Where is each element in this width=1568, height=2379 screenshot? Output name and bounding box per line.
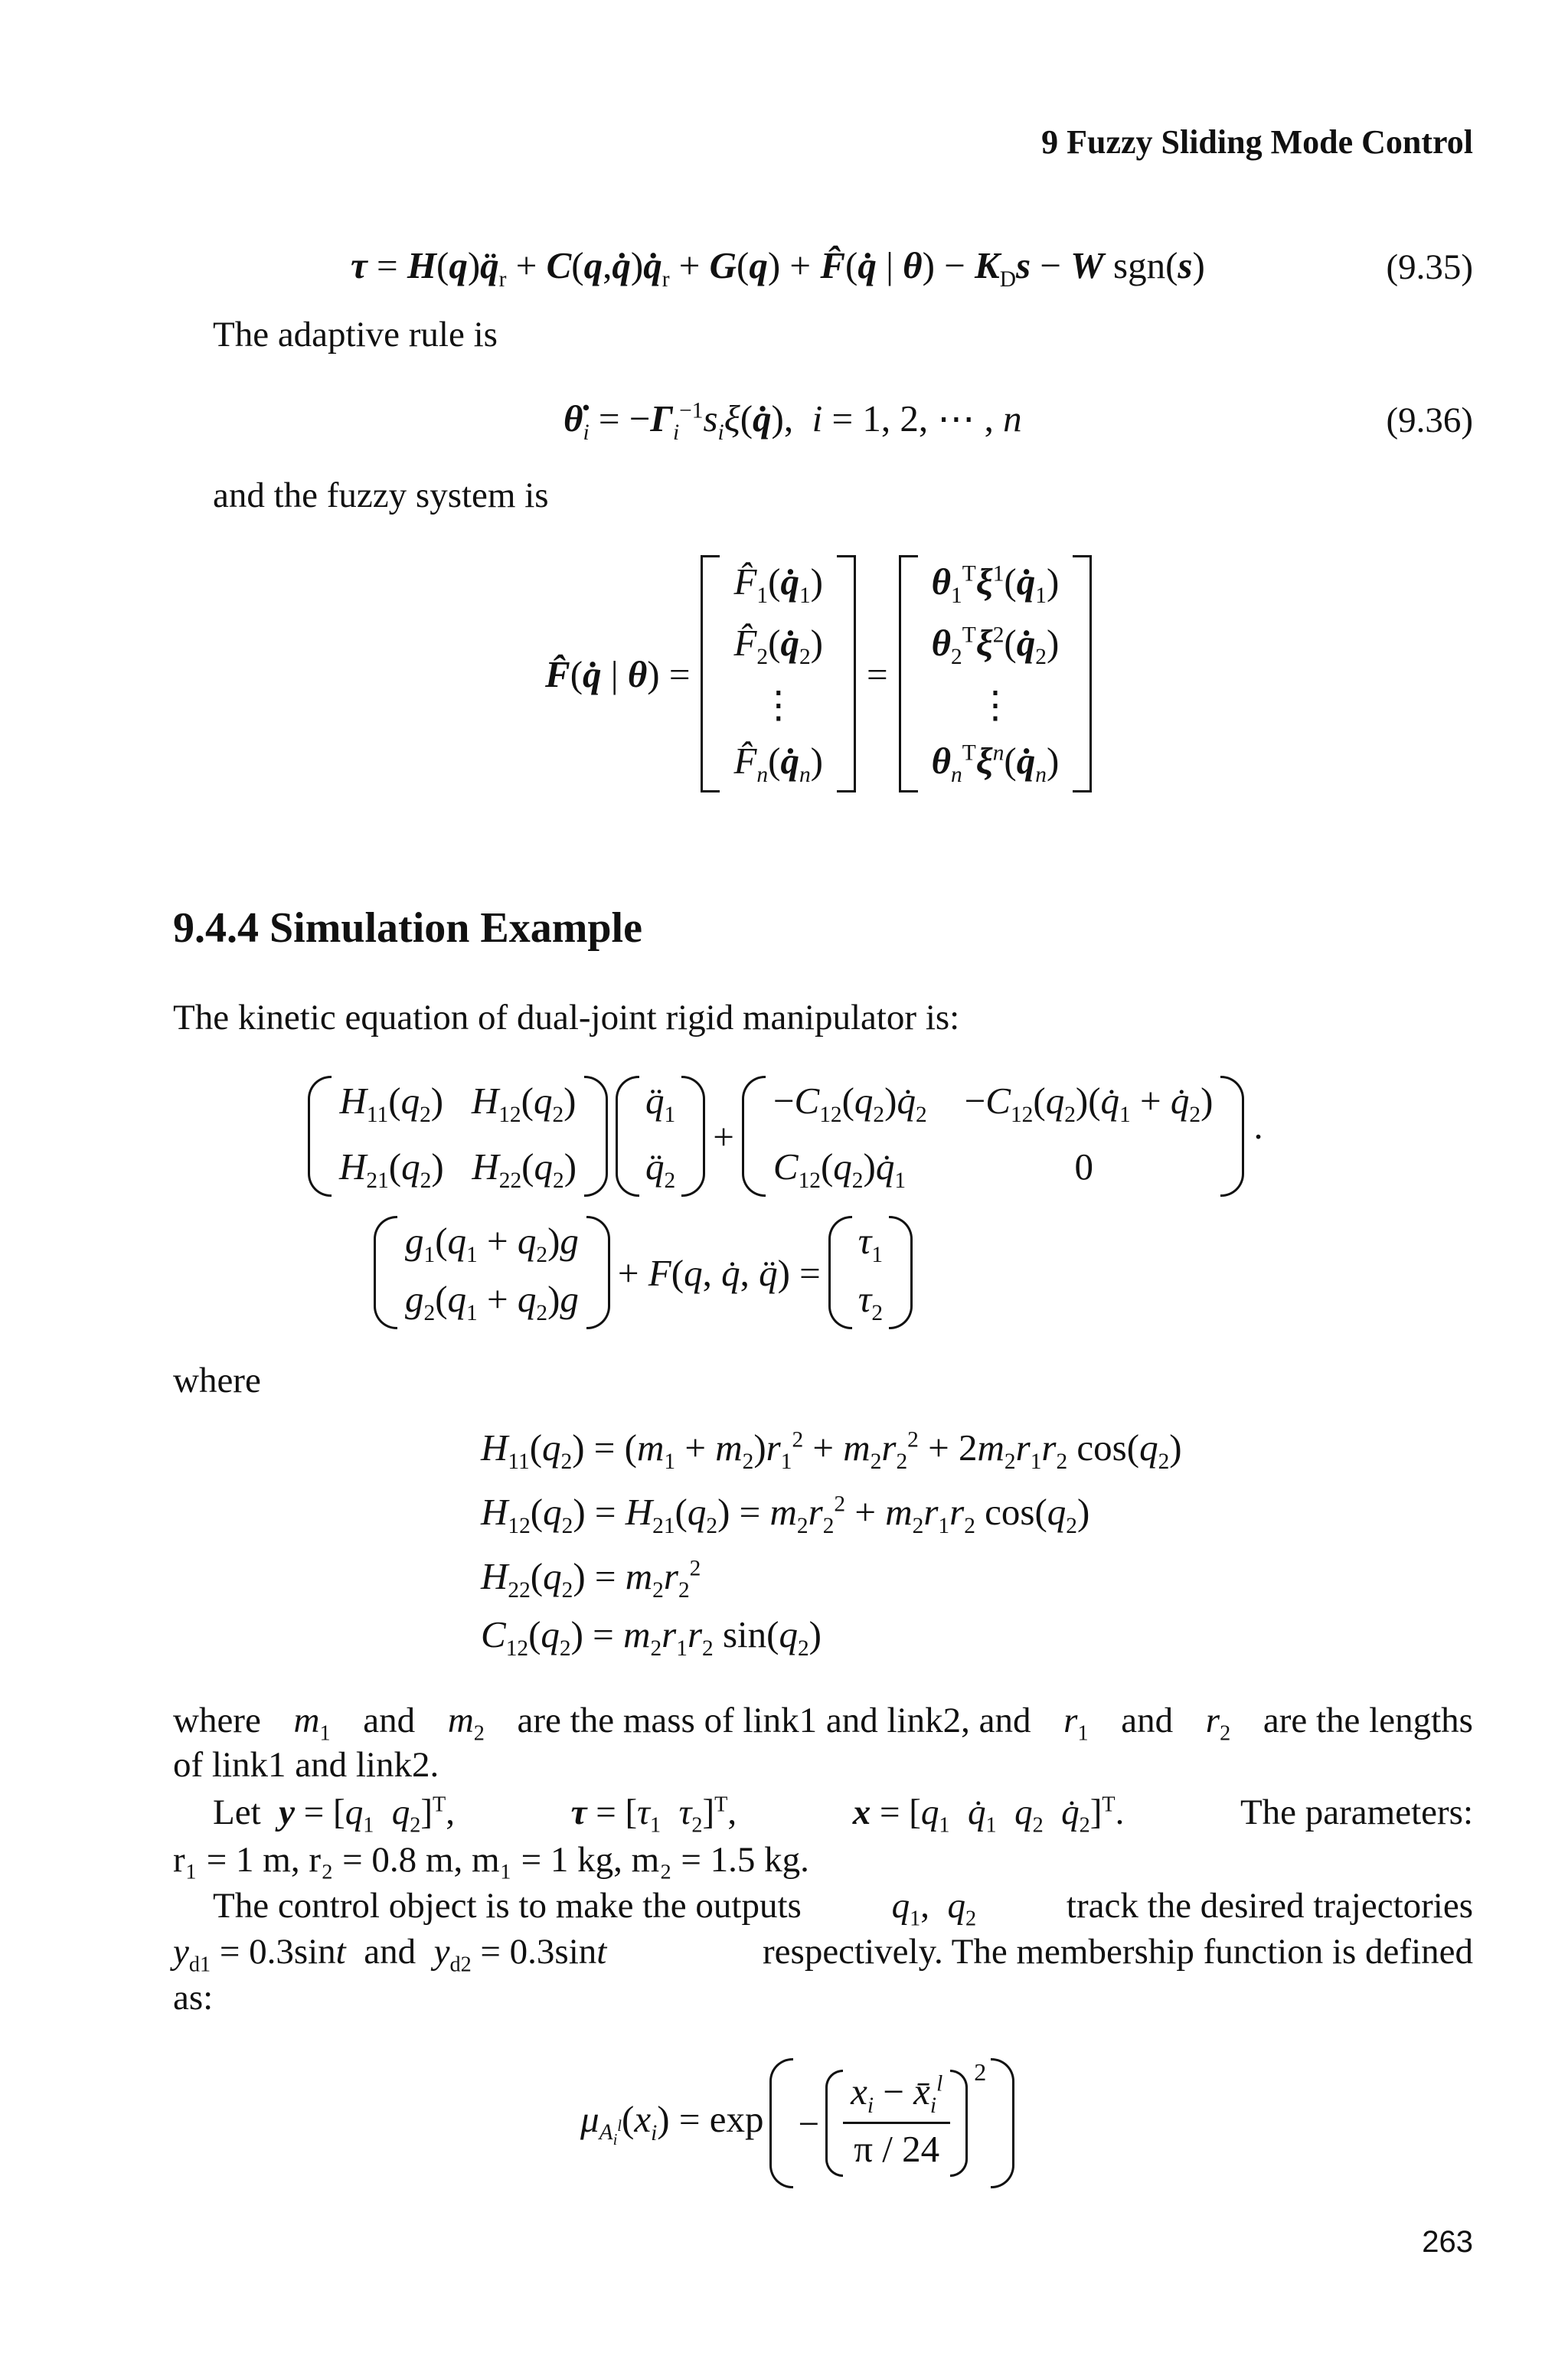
definition-h12: $H_{12}(q_2) = H_{21}(q_2) = m_2r_2^2 + m_2r_1r_2$ $\cos(q_2)$ [481,1491,1090,1538]
paragraph: of link1 and link2. [173,1745,439,1785]
paragraph: where $m_1$ and $m_2$ are the mass of link1 and link2, and $r_1$ and $r_2$ are the lengths [173,1701,1473,1746]
parameters-line: r₁ = 1 m, r₂ = 0.8 m, m₁ = 1 kg, m₂ = 1.5 kg. [173,1840,809,1880]
paragraph: The control object is to make the outputs $q_1$, $q_2$ track the desired trajectories [213,1886,1473,1931]
fuzzy-system-equation: F̂(q̇ | θ) = $F̂_1(q̇_1)$ $F̂_2(q̇_2)$ ⋮ $F̂_n(q̇_n)$ = $\theta_1^T\xi^1(q̇_1)$ $\theta_2^T\xi^2(q̇_2)$ ⋮ $\theta_n^T\xi^n(q̇_n)$ [545,555,1092,792]
definition-h22: $H_{22}(q_2) = m_2r_2^2$ [481,1555,701,1603]
paragraph: and the fuzzy system is [213,475,549,515]
paragraph: where [173,1361,261,1400]
equation-number: (9.36) [1386,400,1473,440]
equation-number: (9.35) [1386,247,1473,287]
membership-function: $\mu_{A_i^l}(x_i) = \exp$ − $\frac{x_i - x̄_i^l}{\pi / 24}$ $^2$ [580,2058,1014,2188]
definition-h11: $H_{11}(q_2) = (m_1 + m_2)r_1^2 + m_2r_2^2 + 2m_2r_1r_2$ $\cos(q_2)$ [481,1426,1182,1474]
equation-9-36: $\thetȧ_i$ = $-\Gamma_i^{-1}s_i\xi(q̇)$, i = 1, 2, ⋯ , n [564,397,1022,445]
paragraph: Let $y = [q_1$ $q_2]^T$, $\tau = [\tau_1$ $\tau_2]^T$, $x = [q_1$ $q̇_1$ $q_2$ $q̇_2]^T$. The parameters: [213,1792,1473,1838]
paragraph: $y_{d1} = 0.3\sin t$ and $y_{d2} = 0.3\sin t$ respectively. The membership function is defined [173,1932,1473,1977]
kinetic-equation-line-2: $g_1(q_1 + q_2)g$ $g_2(q_1 + q_2)g$ + F(q, q̇, q̈) = $\tau_1$ $\tau_2$ [374,1216,913,1329]
page-number: 263 [1422,2225,1473,2259]
kinetic-equation: $H_{11}(q_2)$ $H_{12}(q_2)$ $H_{21}(q_2)$ $H_{22}(q_2)$ $q̈_1$ $q̈_2$ + $-C_{12}(q_2)q̇_2$ $-C_{12}(q_2)(q̇_1$ + $q̇_2$) $C_{12}(q_2)q̇_1$ 0 · [308,1076,1265,1197]
section-heading: 9.4.4 Simulation Example [173,904,642,952]
equation-9-35: $\tau = H(q)q̈_r$ + $C(q,q̇)q̇_r + G(q)$ + F̂(q̇ | $\theta) - K_Ds - W$ sgn(s) [351,244,1205,292]
paragraph: as: [173,1978,214,2018]
paragraph: The adaptive rule is [213,315,498,355]
definition-c12: $C_{12}(q_2) = m_2r_1r_2$ $\sin(q_2)$ [481,1613,822,1661]
paragraph: The kinetic equation of dual-joint rigid manipulator is: [173,998,960,1038]
running-title: 9 Fuzzy Sliding Mode Control [1041,123,1473,161]
